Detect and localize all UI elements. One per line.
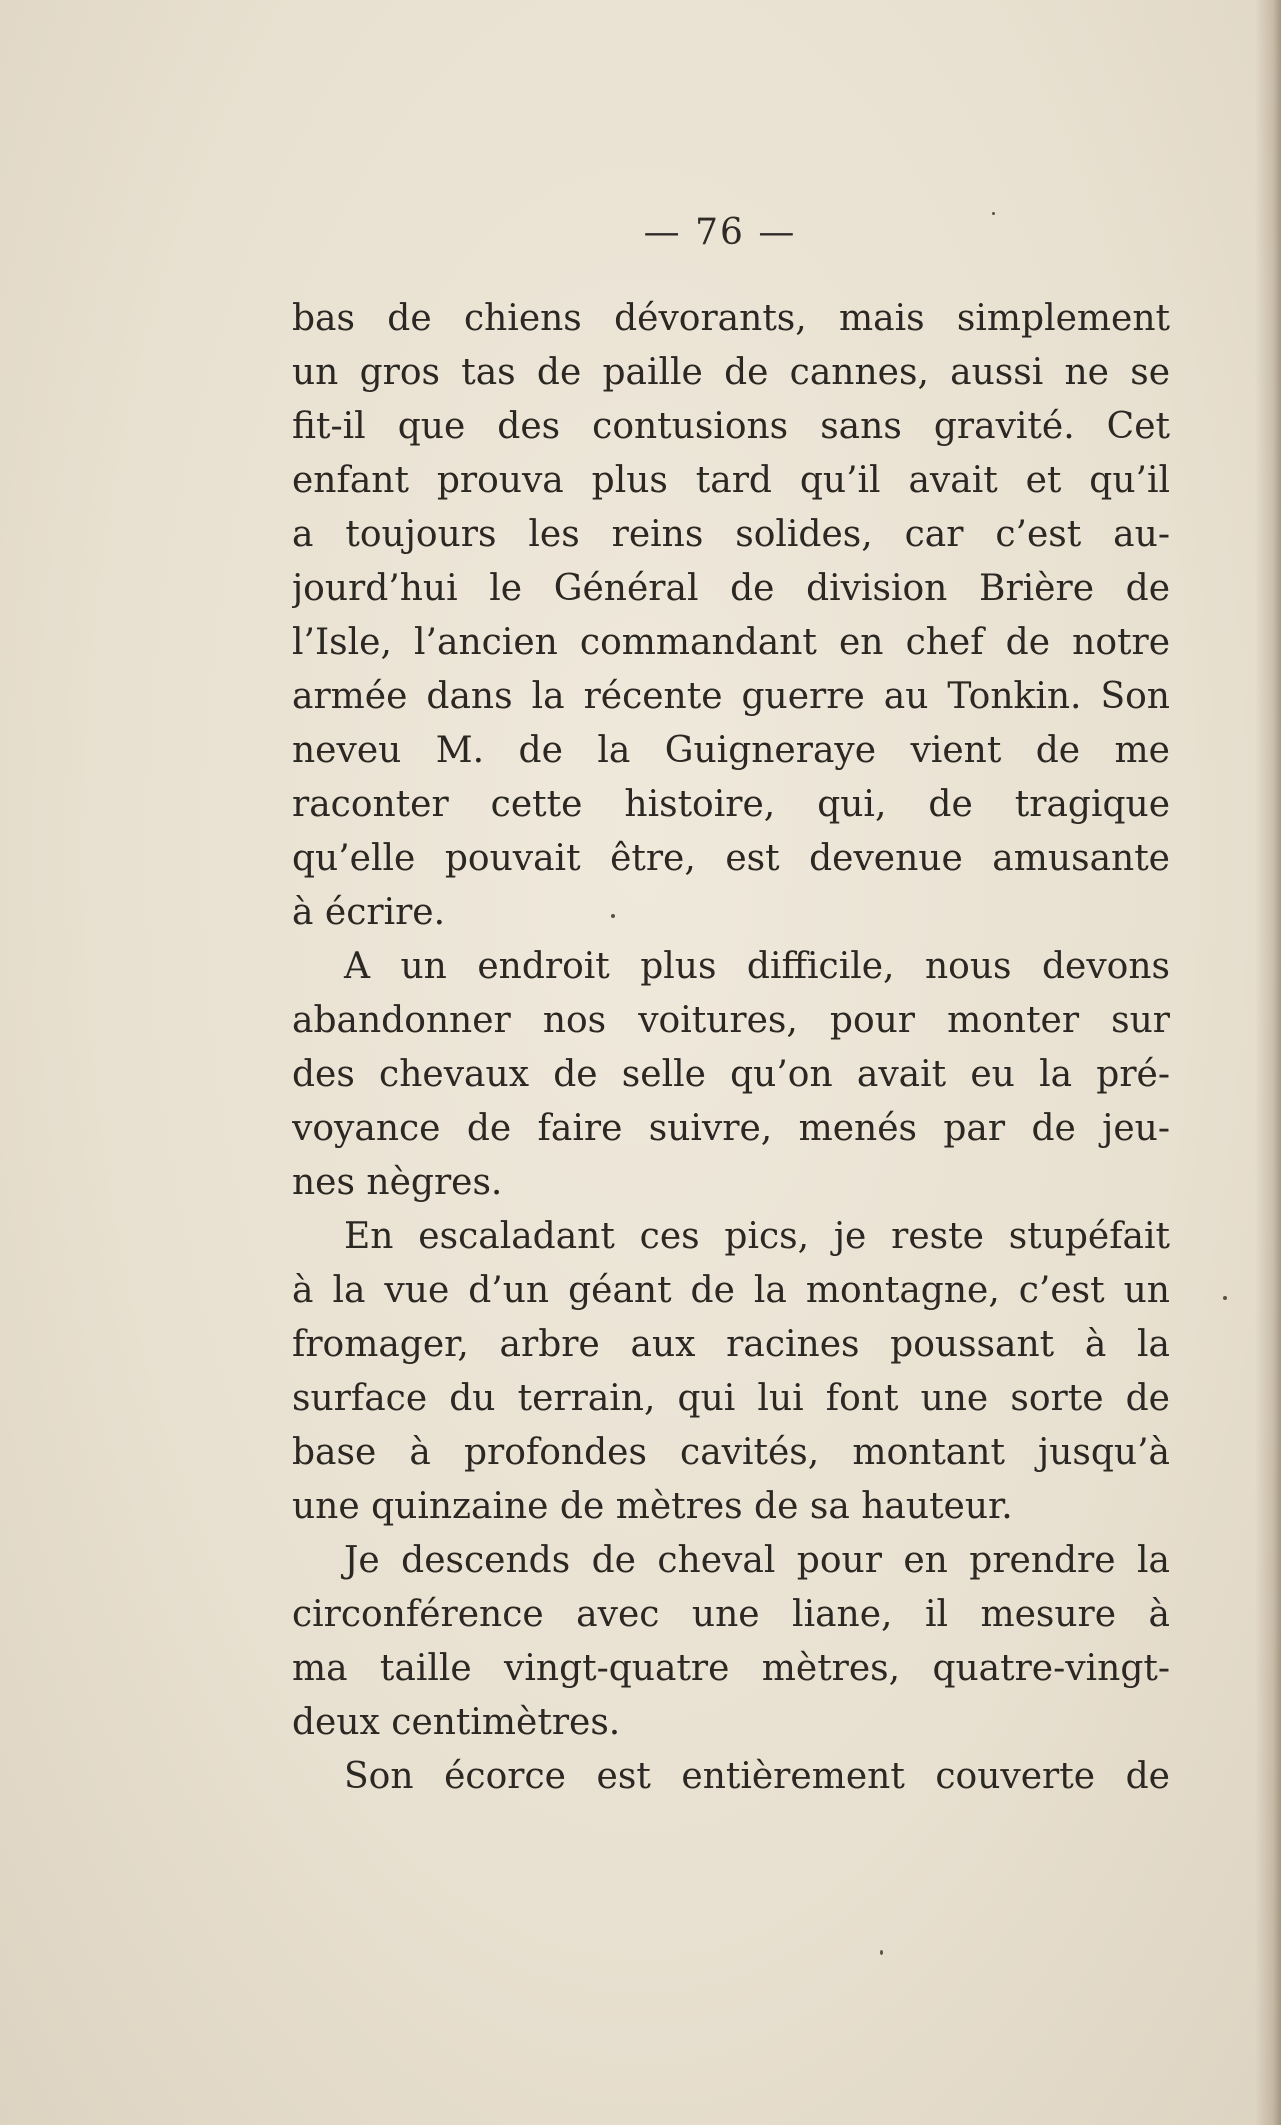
text-line: raconter cette histoire, qui, de tragique (292, 784, 1170, 825)
text-line: fit-il que des contusions sans gravité. Cet (292, 406, 1170, 447)
text-line: A un endroit plus difficile, nous devons (344, 946, 1170, 987)
text-line: jourd’hui le Général de division Brière de (292, 568, 1170, 609)
text-line: à la vue d’un géant de la montagne, c’est un (292, 1270, 1170, 1311)
text-line: ma taille vingt-quatre mètres, quatre-vingt- (292, 1648, 1170, 1689)
text-line: deux centimètres. (292, 1702, 621, 1743)
paper-speck (992, 212, 995, 215)
text-line: En escaladant ces pics, je reste stupéfait (344, 1216, 1170, 1257)
text-line: voyance de faire suivre, menés par de jeu- (292, 1108, 1170, 1149)
paper-speck (1223, 1296, 1227, 1300)
text-line: à écrire. (292, 892, 446, 933)
text-line: bas de chiens dévorants, mais simplement (292, 298, 1170, 339)
text-line: base à profondes cavités, montant jusqu’à (292, 1432, 1170, 1473)
text-line: une quinzaine de mètres de sa hauteur. (292, 1486, 1013, 1527)
text-line: qu’elle pouvait être, est devenue amusante (292, 838, 1170, 879)
text-line: armée dans la récente guerre au Tonkin. Son (292, 676, 1170, 717)
paper-speck (880, 1950, 883, 1955)
text-line: a toujours les reins solides, car c’est au- (292, 514, 1170, 555)
page-edge-shadow (1255, 0, 1281, 2125)
text-line: Je descends de cheval pour en prendre la (344, 1540, 1170, 1581)
text-line: des chevaux de selle qu’on avait eu la pré- (292, 1054, 1170, 1095)
page-number: — 76 — (643, 212, 797, 253)
text-line: surface du terrain, qui lui font une sorte de (292, 1378, 1170, 1419)
text-line: neveu M. de la Guigneraye vient de me (292, 730, 1170, 771)
text-line: circonférence avec une liane, il mesure à (292, 1594, 1170, 1635)
text-line: l’Isle, l’ancien commandant en chef de notre (292, 622, 1170, 663)
paper-speck (611, 914, 615, 918)
text-line: fromager, arbre aux racines poussant à la (292, 1324, 1170, 1365)
body-text (292, 292, 1170, 1804)
text-line: Son écorce est entièrement couverte de (344, 1756, 1170, 1797)
text-line: un gros tas de paille de cannes, aussi ne se (292, 352, 1170, 393)
text-line: enfant prouva plus tard qu’il avait et qu’il (292, 460, 1170, 501)
text-line: abandonner nos voitures, pour monter sur (292, 1000, 1170, 1041)
text-line: nes nègres. (292, 1162, 503, 1203)
